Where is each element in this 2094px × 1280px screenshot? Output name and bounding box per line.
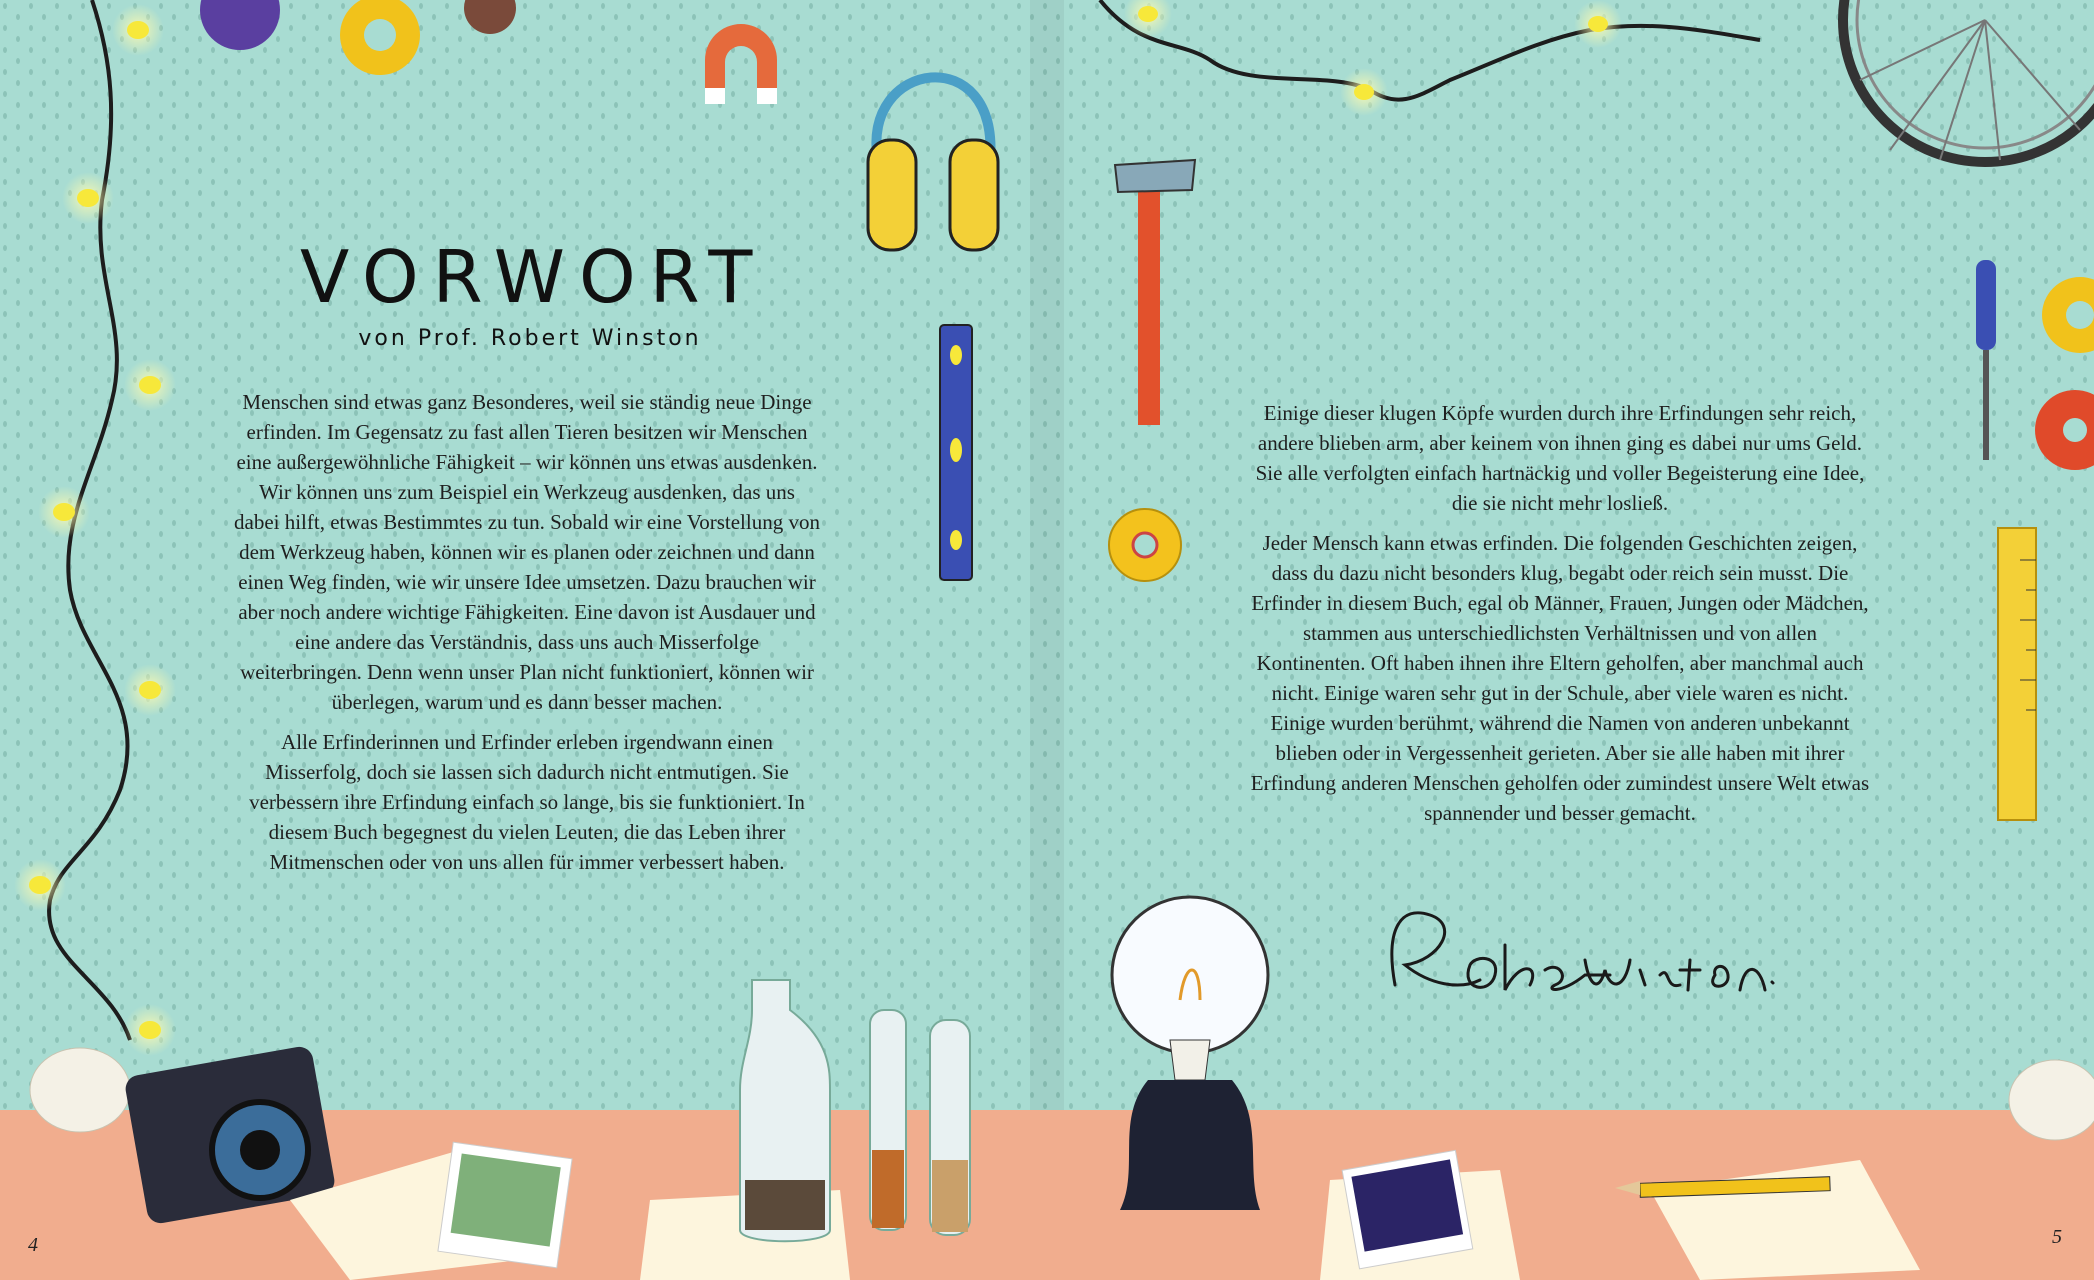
light-bulb-icon	[53, 503, 75, 521]
light-bulb-icon	[77, 189, 99, 207]
light-bulb-icon	[139, 1021, 161, 1039]
paragraph: Alle Erfinderinnen und Erfinder erleben irgendwann einen Misserfolg, doch sie lassen sich dadurch nicht entmutigen. Sie verbessern ihre Erfindung einfach so lange, bis sie funktioniert. In diesem Buch begegnest du vielen Leuten, die das Leben ihrer Mitmenschen oder von uns allen für immer verbessert haben.	[249, 730, 805, 874]
paragraph: Menschen sind etwas ganz Besonderes, weil sie ständig neue Dinge erfinden. Im Gegensatz zu fast allen Tieren besitzen wir Menschen eine außergewöhnliche Fähigkeit – wir können uns etwas ausdenken. Wir können uns zum Beispiel ein Werkzeug ausdenken, das uns dabei hilft, etwas Bestimmtes zu tun. Sobald wir eine Vorstellung von dem Werkzeug haben, können wir es planen oder zeichnen und dann einen Weg finden, wie wir unsere Idee umsetzen. Dazu brauchen wir aber noch andere wichtige Fähigkeiten. Eine davon ist Ausdauer und eine andere das Verständnis, dass uns auch Misserfolge weiterbringen. Denn wenn unser Plan nicht funktioniert, können wir überlegen, warum und es dann besser machen.	[234, 390, 820, 714]
page-subtitle: von Prof. Robert Winston	[358, 326, 702, 351]
paragraph: Jeder Mensch kann etwas erfinden. Die folgenden Geschichten zeigen, dass du dazu nicht besonders klug, begabt oder reich sein musst. Die Erfinder in diesem Buch, egal ob Männer, Frauen, Jungen oder Mädchen, stammen aus unterschiedlichsten Verhältnissen und von allen Kontinenten. Oft haben ihnen ihre Eltern geholfen, aber manchmal auch nicht. Einige waren sehr gut in der Schule, aber viele waren es nicht. Einige wurden berühmt, während die Namen von anderen unbekannt blieben oder in Vergessenheit gerieten. Aber sie alle haben mit ihrer Erfindung anderen Menschen geholfen oder zumindest unsere Welt etwas spannender und besser gemacht.	[1250, 531, 1870, 825]
light-bulb-icon	[1588, 16, 1608, 32]
tape-roll-icon	[1109, 509, 1181, 581]
book-gutter	[1030, 0, 1064, 1280]
left-text-column	[234, 387, 820, 887]
light-bulb-icon	[29, 876, 51, 894]
light-bulb-icon	[139, 681, 161, 699]
page-title: VORWORT	[300, 235, 767, 319]
light-bulb-icon	[139, 376, 161, 394]
photo-galaxy-icon	[1342, 1150, 1473, 1268]
light-bulb-icon	[1354, 84, 1374, 100]
paragraph: Einige dieser klugen Köpfe wurden durch ihre Erfindungen sehr reich, andere blieben arm, aber keinem von ihnen ging es dabei nur ums Geld. Sie alle verfolgten einfach hartnäckig und voller Begeisterung eine Idee, die sie nicht mehr losließ.	[1255, 401, 1865, 515]
photo-leaves-icon	[438, 1142, 572, 1268]
crumpled-paper-icon	[2009, 1060, 2094, 1140]
spirit-level-icon	[940, 325, 972, 580]
crumpled-paper-icon	[30, 1048, 130, 1132]
ruler-icon	[1998, 528, 2036, 820]
right-text-column	[1248, 398, 1872, 838]
light-bulb-icon	[127, 21, 149, 39]
page-number-right: 5	[2052, 1226, 2062, 1248]
page-number-left: 4	[28, 1234, 38, 1256]
light-bulb-icon	[1138, 6, 1158, 22]
